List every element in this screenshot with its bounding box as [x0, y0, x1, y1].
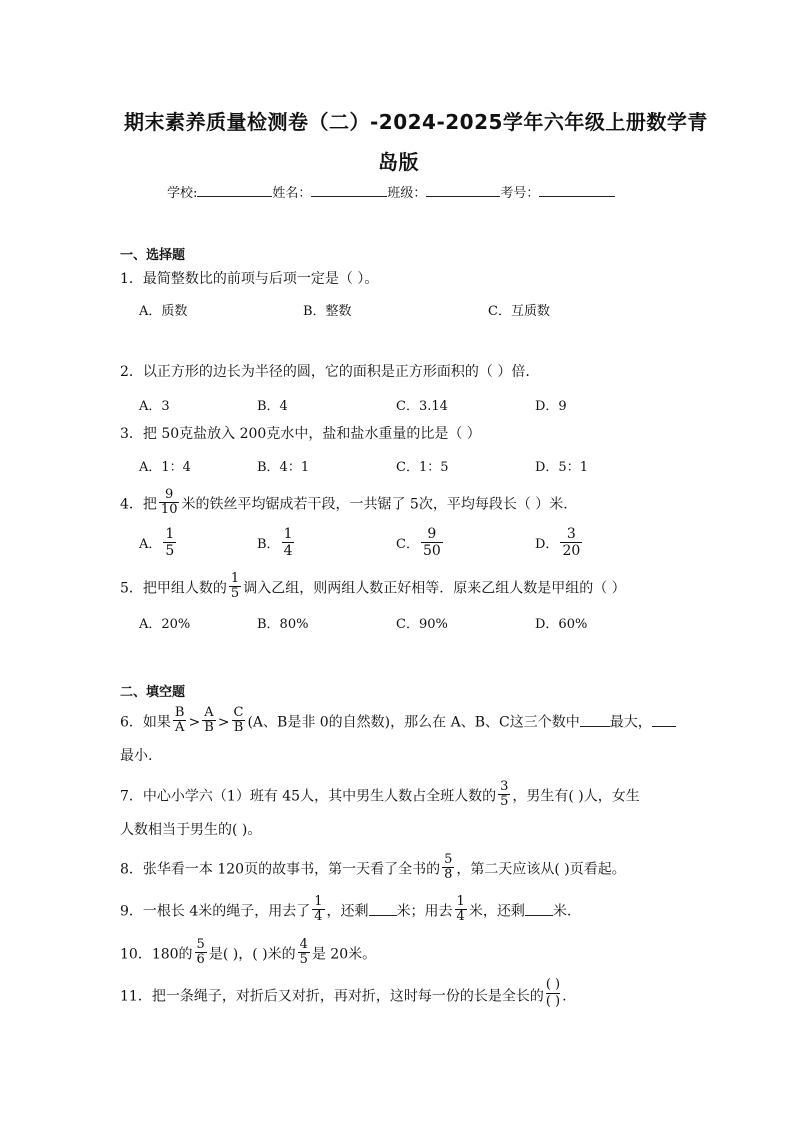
- class-label: 班级：: [387, 186, 427, 201]
- question-3-option-a: A．1：4: [139, 460, 191, 475]
- question-5-option-a: A．20%: [139, 617, 191, 632]
- fraction: $\frac{1}{4}$: [314, 894, 323, 924]
- question-7-stem: 7．中心小学六（1）班有 45人，其中男生人数占全班人数的 $\frac{3}{5}$ ，男生有( )人，女生: [120, 779, 640, 809]
- student-info-row: [167, 182, 615, 201]
- page-title-line2: 岛版: [378, 150, 419, 174]
- question-4-option-a: A． $\frac{1}{5}$: [139, 526, 175, 559]
- question-1-option-a: A．质数: [139, 304, 188, 319]
- question-3-stem: 3．把 50克盐放入 200克水中，盐和盐水重量的比是（ ）: [120, 426, 481, 442]
- question-4-option-b: B． $\frac{1}{4}$: [257, 526, 293, 559]
- question-3-option-c: C．1：5: [396, 460, 449, 475]
- name-label: 姓名：: [272, 186, 312, 201]
- question-4-option-c: C． $\frac{9}{50}$: [396, 526, 441, 559]
- question-11-stem: 11．把一条绳子，对折后又对折，再对折，这时每一份的长是全长的 $\frac{( )}{( )}$ .: [120, 977, 567, 1009]
- school-blank: [197, 182, 272, 197]
- fraction: $\frac{3}{5}$: [500, 779, 509, 809]
- question-3-option-b: B．4：1: [257, 460, 310, 475]
- fraction: $\frac{4}{5}$: [299, 937, 308, 967]
- question-5-option-c: C．90%: [396, 617, 448, 632]
- answer-blank: [369, 901, 397, 916]
- question-2-option-d: D．9: [535, 399, 567, 414]
- question-7-line2: 人数相当于男生的( )。: [120, 822, 262, 838]
- section-fill-heading: 二、填空题: [120, 685, 186, 700]
- answer-blank: [652, 712, 676, 727]
- fraction: $\frac{1}{4}$: [283, 526, 293, 559]
- fraction: $\frac{C}{B}$: [233, 705, 244, 735]
- class-blank: [426, 182, 500, 197]
- question-5-stem: 5．把甲组人数的 $\frac{1}{5}$ 调入乙组，则两组人数正好相等．原来乙组人数是甲组的（ ）: [120, 571, 626, 601]
- fraction: $\frac{5}{6}$: [196, 937, 205, 967]
- question-8-stem: 8．张华看一本 120页的故事书，第一天看了全书的 $\frac{5}{8}$ ，第二天应该从( )页看起。: [120, 852, 626, 882]
- question-2-option-b: B．4: [257, 399, 288, 414]
- fraction: $\frac{5}{8}$: [444, 852, 453, 882]
- fraction: $\frac{1}{5}$: [165, 526, 175, 559]
- question-2-stem: 2．以正方形的边长为半径的圆，它的面积是正方形面积的（ ）倍.: [120, 364, 530, 380]
- school-label: 学校:: [167, 186, 198, 201]
- question-6-line2: 最小.: [120, 748, 153, 764]
- answer-blank: [525, 901, 553, 916]
- question-1-option-c: C．互质数: [488, 304, 550, 319]
- question-4-stem: 4．把 $\frac{9}{10}$ 米的铁丝平均锯成若干段，一共锯了 5次，平均每段长（ ）米.: [120, 487, 568, 517]
- question-4-option-d: D． $\frac{3}{20}$: [535, 526, 581, 559]
- question-3-option-d: D．5：1: [535, 460, 588, 475]
- exam-no-blank: [539, 182, 615, 197]
- fraction: $\frac{9}{10}$: [160, 487, 178, 517]
- page-title-line1: 期末素养质量检测卷（二）-2024-2025学年六年级上册数学青: [124, 110, 708, 134]
- fraction: $\frac{( )}{( )}$: [545, 977, 561, 1009]
- section-choice-heading: 一、选择题: [120, 248, 186, 263]
- fraction: $\frac{B}{A}$: [174, 705, 185, 735]
- question-1-stem: 1．最简整数比的前项与后项一定是（ ）。: [120, 271, 379, 287]
- fraction: $\frac{3}{20}$: [562, 526, 581, 559]
- fraction: $\frac{1}{5}$: [230, 571, 240, 601]
- question-1-option-b: B．整数: [303, 304, 352, 319]
- fraction: $\frac{9}{50}$: [422, 526, 441, 559]
- fraction: $\frac{A}{B}$: [204, 705, 214, 735]
- question-2-option-a: A．3: [139, 399, 170, 414]
- question-2-option-c: C．3.14: [396, 399, 448, 414]
- question-10-stem: 10．180的 $\frac{5}{6}$ 是( )，( )米的 $\frac{4}{5}$ 是 20米。: [120, 937, 377, 967]
- fraction: $\frac{1}{4}$: [456, 894, 465, 924]
- answer-blank: [580, 712, 610, 727]
- name-blank: [311, 182, 387, 197]
- question-5-option-b: B．80%: [257, 617, 309, 632]
- question-6-stem: 6．如果 $\frac{B}{A}$ > $\frac{A}{B}$ > $\frac{C}{B}$ (A、B是非 0的自然数)，那么在 A、B、C这三个数中 最大，: [120, 708, 676, 737]
- question-5-option-d: D．60%: [535, 617, 588, 632]
- exam-no-label: 考号：: [500, 186, 540, 201]
- question-9-stem: 9．一根长 4米的绳子，用去了 $\frac{1}{4}$ ，还剩 米；用去 $\frac{1}{4}$ 米，还剩 米.: [120, 894, 572, 924]
